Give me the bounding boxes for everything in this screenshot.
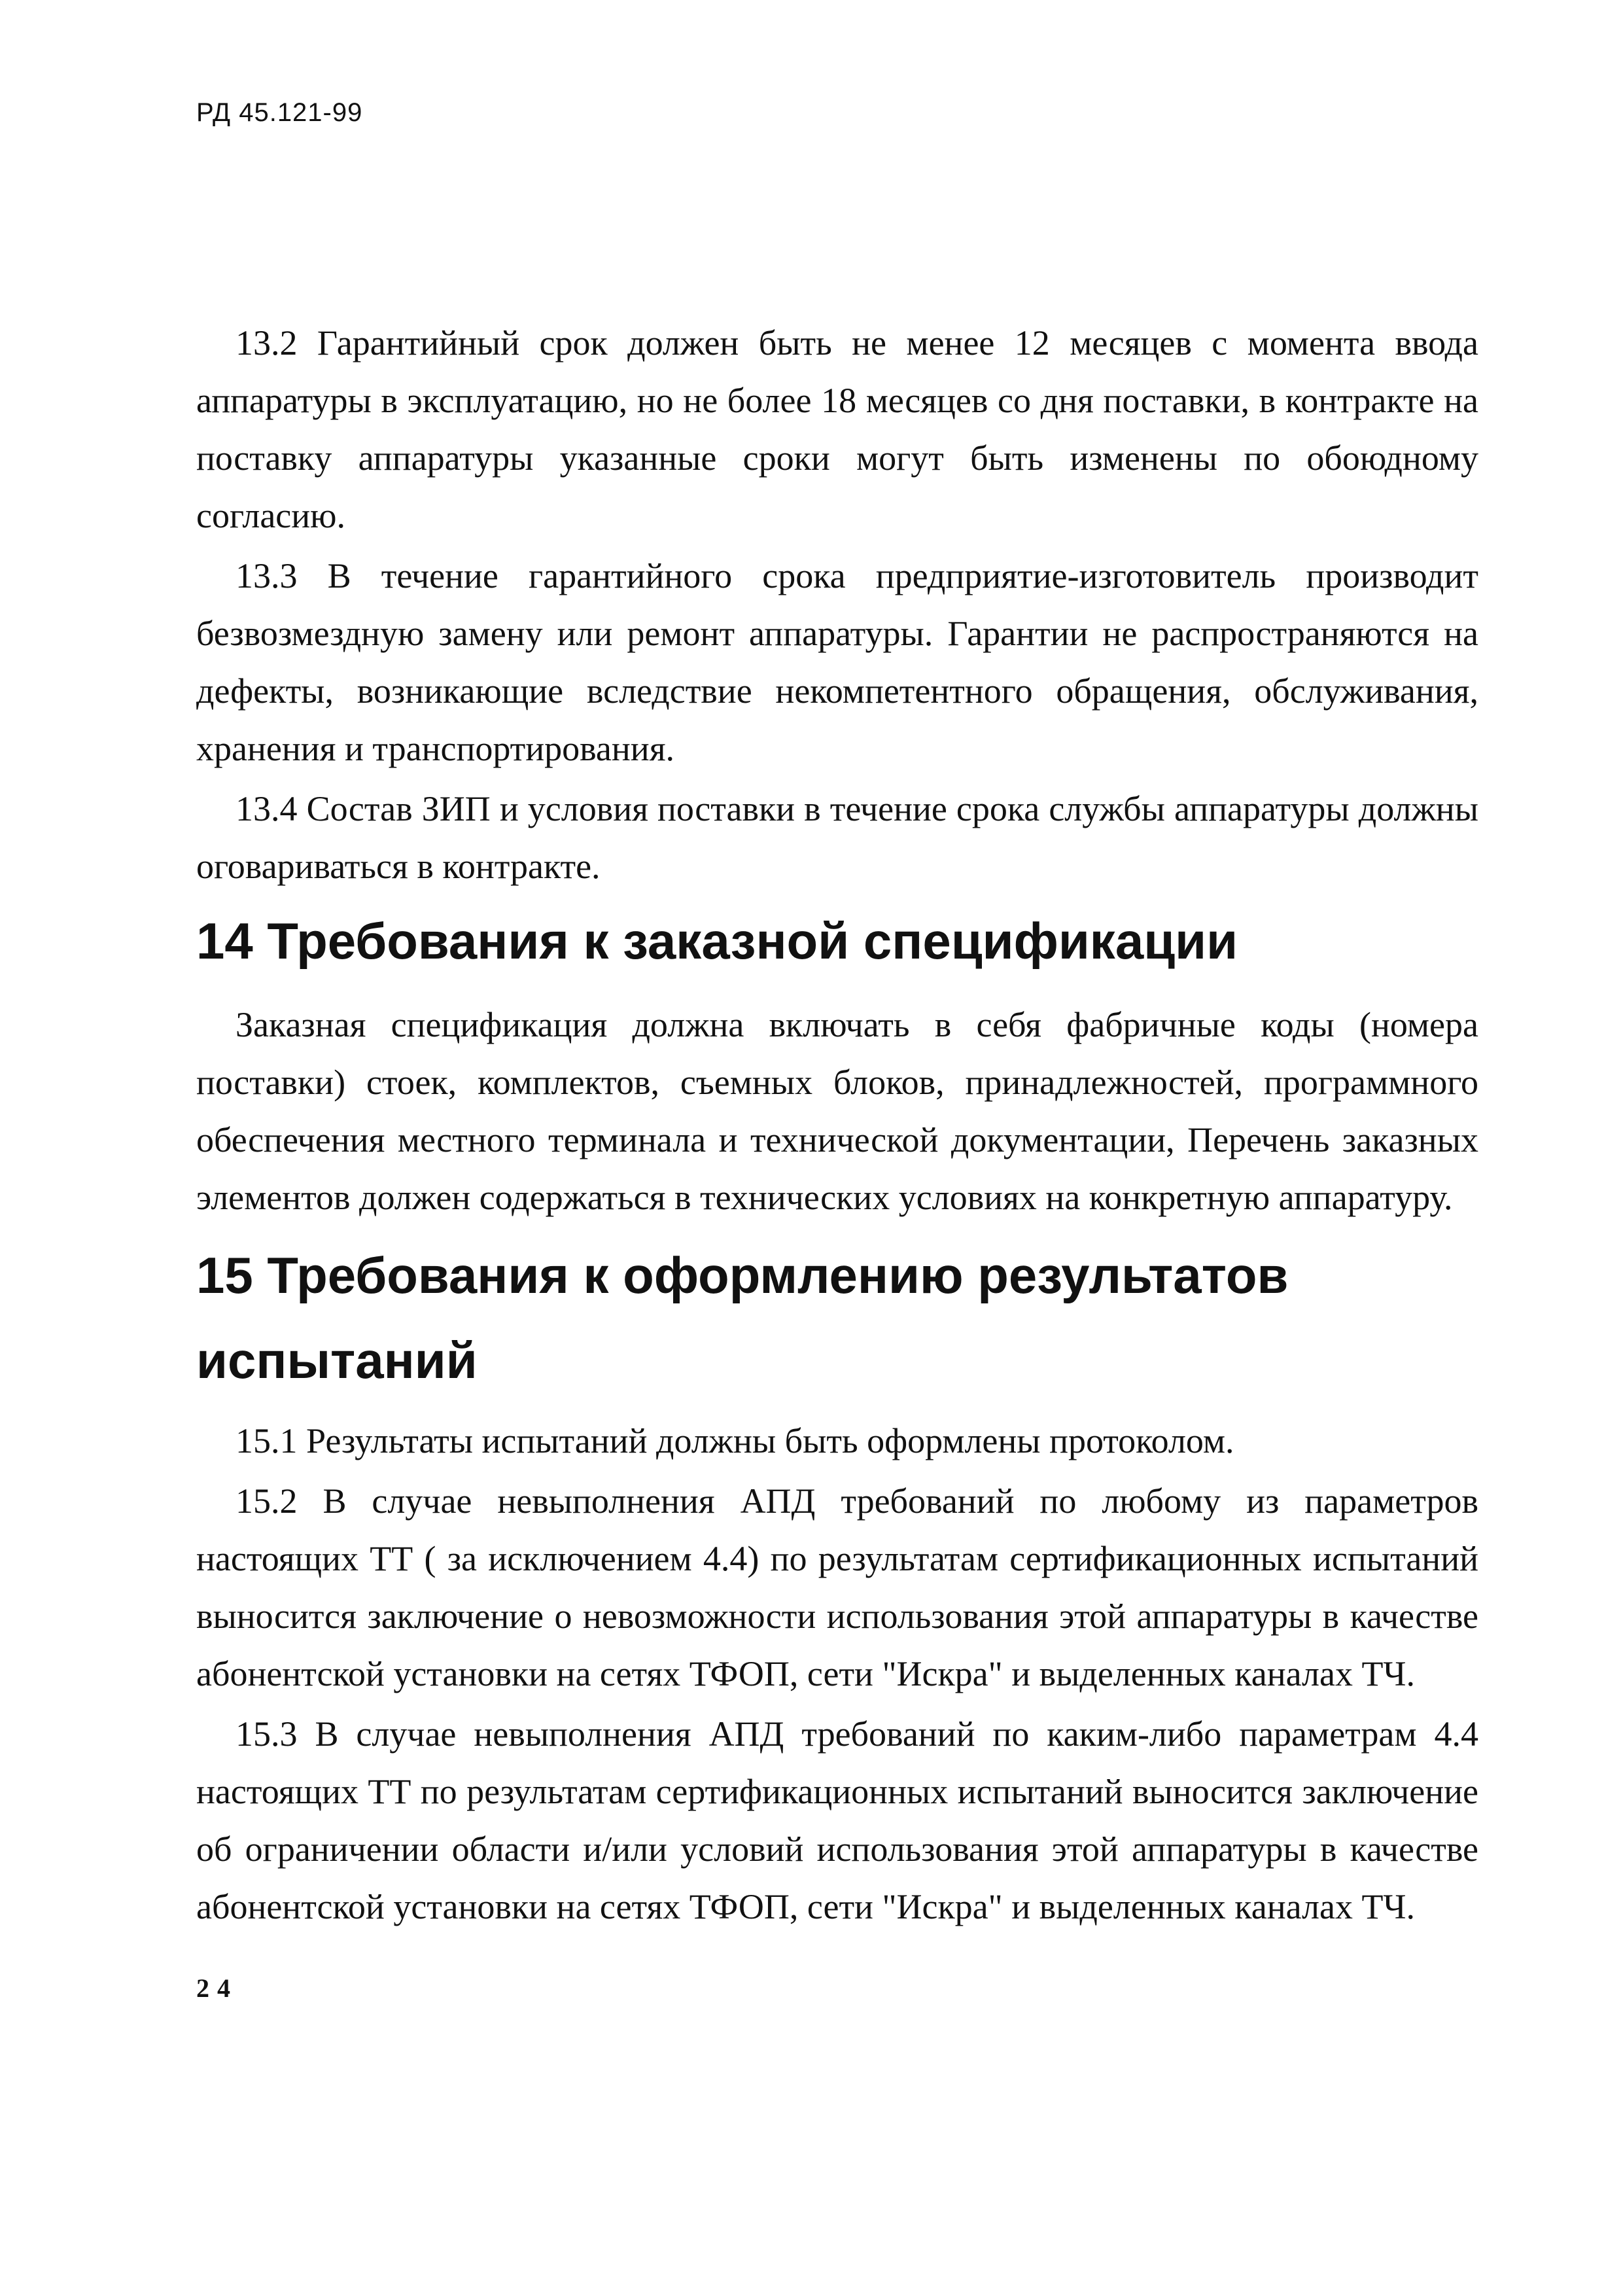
paragraph-15-2: 15.2 В случае невыполнения АПД требований по любому из параметров настоящих ТТ ( за исключением 4.4) по результатам сертификационных испытаний выносится заключение о невозможности использования этой аппаратуры в качестве абонентской установки на сетях ТФОП, сети "Искра" и выделенных каналах ТЧ. xyxy=(196,1481,1478,1693)
document-code: РД 45.121-99 xyxy=(196,98,363,127)
paragraph-15-3: 15.3 В случае невыполнения АПД требований по каким-либо параметрам 4.4 настоящих ТТ по результатам сертификационных испытаний выносится заключение об ограничении области и/или условий использования этой аппаратуры в качестве абонентской установки на сетях ТФОП, сети "Искра" и выделенных каналах ТЧ. xyxy=(196,1714,1478,1926)
section-14-heading: 14 Требования к заказной спецификации xyxy=(196,912,1238,970)
paragraph-13-4: 13.4 Состав ЗИП и условия поставки в течение срока службы аппаратуры должны оговариваться в контракте. xyxy=(196,789,1478,886)
paragraph-13-3: 13.3 В течение гарантийного срока предприятие-изготовитель производит безвозмездную замену или ремонт аппаратуры. Гарантии не распространяются на дефекты, возникающие вследствие некомпетентного обращения, обслуживания, хранения и транспортирования. xyxy=(196,556,1478,768)
page-content xyxy=(196,314,1478,1938)
page-number: 24 xyxy=(196,1973,238,2003)
paragraph-14: Заказная спецификация должна включать в себя фабричные коды (номера поставки) стоек, комплектов, съемных блоков, принадлежностей, программного обеспечения местного терминала и технической документации, Перечень заказных элементов должен содержаться в технических условиях на конкретную аппаратуру. xyxy=(196,1005,1478,1217)
paragraph-15-1: 15.1 Результаты испытаний должны быть оформлены протоколом. xyxy=(236,1421,1234,1460)
section-15-heading: 15 Требования к оформлению результатов испытаний xyxy=(196,1246,1289,1389)
paragraph-13-2: 13.2 Гарантийный срок должен быть не менее 12 месяцев с момента ввода аппаратуры в эксплуатацию, но не более 18 месяцев со дня поставки, в контракте на поставку аппаратуры указанные сроки могут быть изменены по обоюдному согласию. xyxy=(196,323,1478,535)
